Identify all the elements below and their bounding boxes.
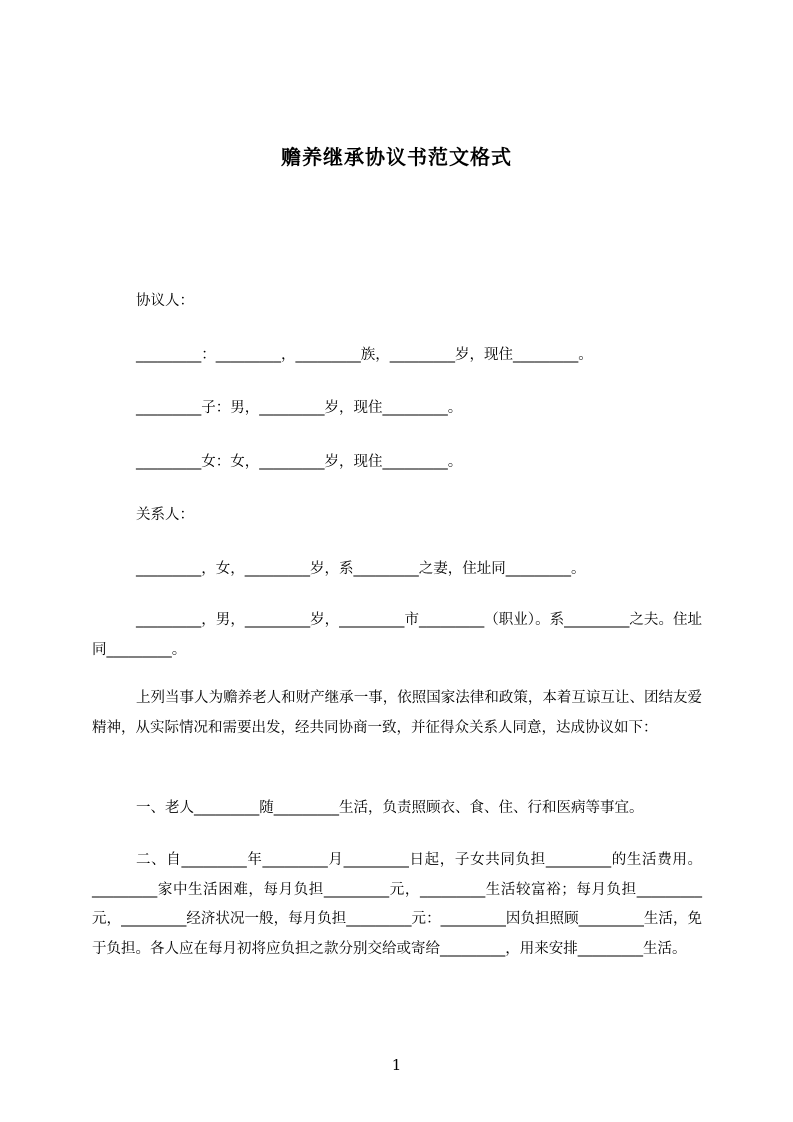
related-line-husband: _________，男，_________岁，_________市_________（职业）。系_________之夫。住址同_________。: [92, 612, 702, 658]
party-line-elder: _________：_________，_________族，_________岁，现住_________。: [136, 347, 593, 363]
related-heading: 关系人：: [136, 507, 194, 523]
parties-heading: 协议人：: [136, 293, 194, 309]
page-number: 1: [391, 1056, 402, 1074]
clause-two: 二、自_________年_________月_________日起，子女共同负担_________的生活费用。_________家中生活困难，每月负担_________元，_________生活较富裕；每月负担_________元，_________经济状况一般，每月负担_________元：_________因负担照顾_________生活，免于负担。各人应在每月初将应负担之款分别交给或寄给_________，用来安排_________生活。: [92, 852, 702, 957]
document-title: 赡养继承协议书范文格式: [281, 145, 512, 169]
clause-one: 一、老人_________随_________生活，负责照顾衣、食、住、行和医病等事宜。: [136, 800, 644, 816]
party-line-son: _________子：男，_________岁，现住_________。: [136, 400, 463, 416]
preamble-paragraph: 上列当事人为赡养老人和财产继承一事，依照国家法律和政策，本着互谅互让、团结友爱精神，从实际情况和需要出发，经共同协商一致，并征得众关系人同意，达成协议如下：: [92, 690, 702, 736]
related-line-wife: _________，女，_________岁，系_________之妻，住址同_________。: [136, 561, 586, 577]
party-line-daughter: _________女：女，_________岁，现住_________。: [136, 454, 463, 470]
